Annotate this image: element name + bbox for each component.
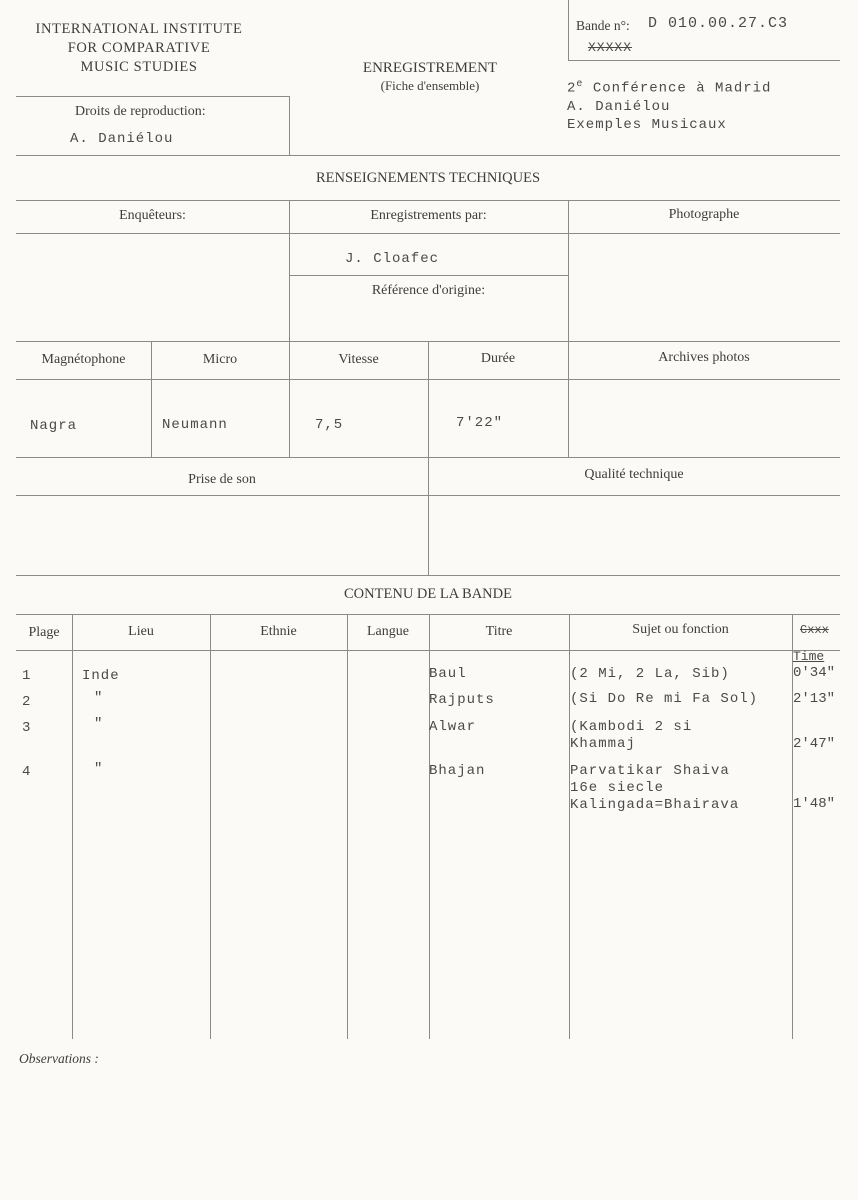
reference-label: Référence d'origine: bbox=[371, 283, 486, 298]
bande-box-left-border bbox=[568, 0, 569, 60]
vitesse-label: Vitesse bbox=[338, 352, 379, 367]
superscript-e: e bbox=[576, 79, 584, 90]
institute-line-3: MUSIC STUDIES bbox=[80, 59, 198, 75]
magnetophone-label: Magnétophone bbox=[41, 352, 126, 367]
row-4-time: 1'48" bbox=[793, 796, 836, 812]
row-1-lieu: Inde bbox=[82, 668, 120, 684]
rule-9 bbox=[16, 614, 840, 615]
vitesse-value: 7,5 bbox=[315, 417, 344, 433]
qualite-technique-label: Qualité technique bbox=[584, 467, 684, 482]
rule-7 bbox=[16, 495, 840, 496]
form-title: ENREGISTREMENT bbox=[362, 60, 498, 76]
sujet-header: Sujet ou fonction bbox=[632, 622, 729, 637]
row-3-sujet-line-2: Khammaj bbox=[570, 736, 636, 752]
row-2-sujet: (Si Do Re mi Fa Sol) bbox=[570, 691, 759, 707]
contenu-title: CONTENU DE LA BANDE bbox=[344, 586, 512, 602]
row-4-sujet-line-2: 16e siecle bbox=[570, 780, 665, 796]
form-subtitle: (Fiche d'ensemble) bbox=[380, 78, 480, 93]
enqueteurs-label: Enquêteurs: bbox=[119, 208, 186, 223]
enregistrements-label: Enregistrements par: bbox=[370, 208, 487, 223]
rule-10 bbox=[16, 650, 840, 651]
bande-number: D 010.00.27.C3 bbox=[648, 15, 789, 32]
langue-header: Langue bbox=[367, 624, 409, 639]
enregistrements-value: J. Cloafec bbox=[345, 251, 440, 267]
row-4-plage: 4 bbox=[22, 764, 32, 780]
row-3-sujet-line-1: (Kambodi 2 si bbox=[570, 719, 693, 735]
bande-box-bottom-border bbox=[568, 60, 840, 61]
row-2-time: 2'13" bbox=[793, 691, 836, 707]
rule-1 bbox=[16, 155, 840, 156]
row-3-lieu: " bbox=[94, 716, 104, 732]
archives-photos-label: Archives photos bbox=[658, 350, 750, 365]
header-note-line-2: A. Daniélou bbox=[567, 98, 671, 115]
duration-header-struck: Cxxx bbox=[800, 623, 829, 637]
row-3-time: 2'47" bbox=[793, 736, 836, 752]
photographe-label: Photographe bbox=[668, 207, 740, 222]
plage-header: Plage bbox=[28, 625, 60, 640]
row-2-plage: 2 bbox=[22, 694, 32, 710]
micro-label: Micro bbox=[202, 352, 238, 367]
droits-value: A. Daniélou bbox=[70, 131, 174, 147]
contents-divider-2 bbox=[210, 614, 211, 1039]
header-note bbox=[567, 76, 771, 134]
rule-2 bbox=[16, 200, 840, 201]
droits-box-right-border bbox=[289, 96, 290, 156]
row-3-titre: Alwar bbox=[429, 719, 477, 735]
micro-value: Neumann bbox=[162, 417, 228, 433]
institute-line-1: INTERNATIONAL INSTITUTE bbox=[35, 21, 243, 37]
contents-divider-1 bbox=[72, 614, 73, 1039]
row-4-titre: Bhajan bbox=[429, 763, 486, 779]
rule-3 bbox=[16, 233, 840, 234]
row-4-sujet-line-3: Kalingada=Bhairava bbox=[570, 797, 740, 813]
row-2-titre: Rajputs bbox=[429, 692, 495, 708]
row-1-plage: 1 bbox=[22, 668, 32, 684]
rule-8 bbox=[16, 575, 840, 576]
bande-label: Bande n°: bbox=[576, 18, 630, 33]
reference-top-border bbox=[289, 275, 568, 276]
droits-label: Droits de reproduction: bbox=[75, 104, 206, 119]
ethnie-header: Ethnie bbox=[260, 624, 297, 639]
header-note-line-3: Exemples Musicaux bbox=[567, 116, 727, 133]
contents-divider-3 bbox=[347, 614, 348, 1039]
row-2-lieu: " bbox=[94, 690, 104, 706]
lieu-header: Lieu bbox=[128, 624, 154, 639]
observations-label: Observations : bbox=[19, 1051, 99, 1066]
row-3-plage: 3 bbox=[22, 720, 32, 736]
prise-de-son-label: Prise de son bbox=[188, 472, 256, 487]
row-4-sujet-line-1: Parvatikar Shaiva bbox=[570, 763, 730, 779]
row-1-titre: Baul bbox=[429, 666, 467, 682]
institute-name bbox=[16, 20, 262, 77]
institute-line-2: FOR COMPARATIVE bbox=[67, 40, 211, 56]
row-4-lieu: " bbox=[94, 761, 104, 777]
row-1-sujet: (2 Mi, 2 La, Sib) bbox=[570, 666, 730, 682]
titre-header: Titre bbox=[485, 624, 513, 639]
header-note-line-1: 2e Conférence à Madrid bbox=[567, 79, 772, 97]
duree-label: Durée bbox=[480, 351, 516, 366]
renseignements-title: RENSEIGNEMENTS TECHNIQUES bbox=[315, 170, 541, 186]
duree-value: 7'22" bbox=[456, 415, 504, 431]
equip-divider-3 bbox=[428, 341, 429, 575]
time-header: Time bbox=[793, 649, 825, 664]
droits-box-top-border bbox=[16, 96, 290, 97]
magnetophone-value: Nagra bbox=[30, 418, 78, 434]
row-1-time: 0'34" bbox=[793, 665, 836, 681]
bande-struck-text: XXXXX bbox=[588, 40, 633, 55]
